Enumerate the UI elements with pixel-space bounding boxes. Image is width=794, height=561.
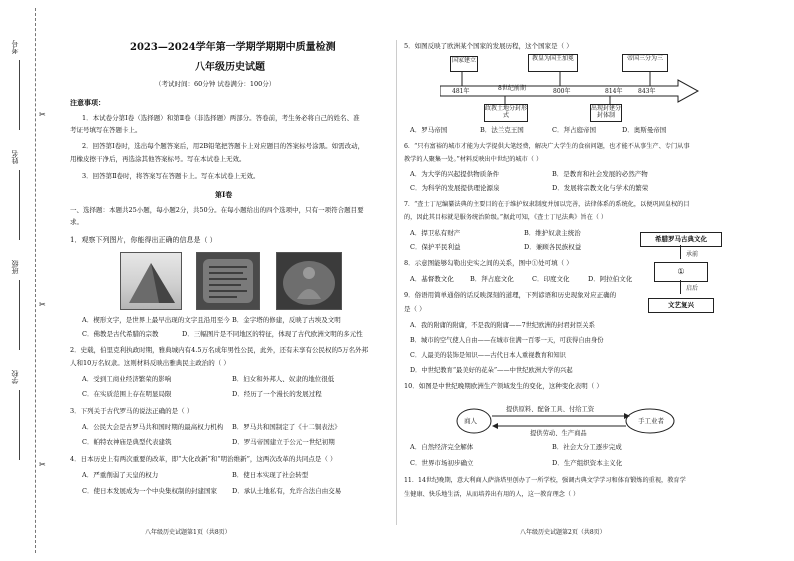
page-divider	[396, 40, 397, 525]
school-label: 学校	[11, 370, 19, 384]
note-2: 2．回答第Ⅰ卷时，选出每个题答案后，用2B铅笔把答题卡上对应题目的答案标号涂黑。如需改动，	[82, 142, 365, 150]
question-8: 8．示意图能够勾勒出史实之间的关系，图中①处可填（ ）	[404, 259, 573, 267]
q3-option-a: A．公民大会是古罗马共和国时期的最高权力机构	[82, 423, 224, 431]
question-3: 3．下列关于古代罗马的说法正确的是（ ）	[70, 407, 194, 415]
q2-option-a: A．受到工商业经济繁荣的影响	[82, 375, 172, 383]
diagram-artisan: 手工业者	[638, 417, 664, 425]
q3-option-b: B．罗马共和国制定了《十二铜表法》	[232, 423, 341, 431]
cuneiform-icon	[197, 253, 259, 309]
q3-option-d: D．罗马帝国建立于公元一世纪初期	[232, 438, 335, 446]
question-9: 9．俗语用简单通俗的话反映深刻的道理，下列谚语和历史现象对应正确的	[404, 291, 617, 299]
question-11: 11．14世纪晚期，意大利商人萨洛塔里创办了一所学校，强调古典文学学习和体育锻炼的重视，教育学	[404, 477, 686, 484]
question-2: 2．史载，伯里克利执政时期，雅典城内有4.5万名成年男性公民，此外，还有未享有公民权的5万名外邦	[70, 346, 369, 354]
flow-arrow-2	[680, 280, 681, 294]
class-line	[19, 280, 20, 350]
q7-option-a: A．捍卫私有财产	[410, 229, 461, 237]
note-1: 1．本试卷分第Ⅰ卷（选择题）和第Ⅱ卷（非选择题）两部分。答卷前，考生务必将自己的姓名、准	[82, 114, 360, 122]
buddha-statue-image	[276, 252, 342, 310]
scissors-icon: ✂	[39, 110, 46, 119]
binding-gutter	[0, 0, 58, 561]
q8-option-d: D．阿拉伯文化	[588, 275, 633, 283]
flow-box-classical: 希腊罗马古典文化	[640, 232, 722, 247]
q2-option-b: B．妇女和外邦人、奴隶的地位很低	[232, 375, 335, 383]
question-11b: 生健康、快乐地生活，从而培养出有用的人，这一教育理念（ ）	[404, 491, 580, 498]
part-1-title: 第Ⅰ卷	[215, 190, 233, 199]
timeline-year-8th-century: 8世纪前期	[498, 85, 526, 92]
q5-option-b: B．法兰克王国	[480, 126, 524, 134]
question-10: 10．如图是中世纪晚期欧洲生产领域发生的变化，这种变化表明（ ）	[404, 382, 603, 390]
q10-option-c: C．世界市场初步确立	[410, 459, 474, 467]
q4-option-c: C．使日本发展成为一个中央集权制的封建国家	[82, 487, 217, 495]
q9-option-d: D．中世纪教育“最美好的花朵”——中世纪欧洲大学的兴起	[410, 367, 573, 374]
q5-option-c: C．拜占庭帝国	[552, 126, 596, 134]
question-7: 7．“查士丁尼编纂法典的主要目的在于维护奴隶制度并加以完善，法律体系的系统化，以便巩固皇权的目	[404, 201, 690, 208]
question-1: 1．观察下列图片，你能得出正确的信息是（ ）	[70, 236, 217, 244]
question-6b: 教学的人聚集一处。”材料反映出中世纪的城市（ ）	[404, 156, 543, 163]
pyramid-icon	[121, 253, 181, 309]
name-line	[19, 170, 20, 240]
question-9b: 是（ ）	[404, 305, 426, 313]
exam-info: （考试时间：60分钟 试卷满分：100分）	[155, 80, 276, 88]
timeline-box-split: 帝国三分为三	[622, 54, 668, 72]
q10-option-b: B．社会大分工逐步完成	[552, 443, 622, 451]
note-2b: 用橡皮擦干净后，再选涂其他答案标号。写在本试卷上无效。	[70, 155, 246, 163]
q1-option-b: B．金字塔的修建，反映了古埃及文明	[232, 316, 341, 324]
class-label: 班级	[11, 260, 19, 274]
timeline-year-814: 814年	[605, 88, 623, 95]
pyramid-image	[120, 252, 182, 310]
flow-label-inherit: 承前	[686, 251, 699, 258]
q8-option-a: A．基督教文化	[410, 275, 454, 283]
q8-option-c: C．印度文化	[532, 275, 570, 283]
question-2b: 人和10万名奴隶。这则材料反映出雅典民主政治的（ ）	[70, 359, 230, 367]
timeline-box-land-fief: 政教土地分封形式	[484, 104, 528, 122]
timeline-year-843: 843年	[638, 88, 656, 95]
q7-option-d: D．兼顾各民族权益	[524, 243, 582, 251]
flow-box-renaissance: 文艺复兴	[648, 298, 714, 313]
q9-option-a: A．我的附庸的附庸，不是我的附庸——7世纪欧洲的封君封臣关系	[410, 322, 595, 329]
q8-option-b: B．拜占庭文化	[470, 275, 514, 283]
exam-number-line	[19, 60, 20, 130]
question-4: 4．日本历史上有两次重要的改革，即“大化改新”和“明治维新”，这两次改革的共同点是（ ）	[70, 455, 337, 463]
scissors-icon: ✂	[39, 460, 46, 469]
q5-option-d: D．奥斯曼帝国	[622, 126, 667, 134]
diagram-merchant: 商人	[464, 417, 477, 425]
note-3: 3．回答第Ⅱ卷时，将答案写在答题卡上。写在本试卷上无效。	[82, 172, 260, 180]
q10-option-a: A．自然经济完全解体	[410, 443, 474, 451]
q1-option-d: D．三幅图片是不同地区的特征，体现了古代欧洲文明的多元性	[182, 330, 363, 338]
flow-arrow-1	[680, 245, 681, 259]
q6-option-a: A．为大学的兴起提供物质条件	[410, 170, 500, 178]
q2-option-c: C．在实质范围上存在明显局限	[82, 390, 172, 398]
note-1b: 考证号填写在答题卡上。	[70, 126, 142, 134]
buddha-icon	[277, 253, 341, 309]
timeline-box-coronation: 教皇为国王加冕	[528, 54, 578, 72]
exam-title: 2023—2024学年第一学期学期期中质量检测	[130, 42, 336, 53]
q6-option-d: D．发展将宗教文化与学术的繁荣	[552, 184, 649, 192]
q3-option-c: C．帕特农神庙是典型代表建筑	[82, 438, 172, 446]
q4-option-a: A．严重削弱了天皇的权力	[82, 471, 159, 479]
q9-option-b: B．城市的空气使人自由——在城市住满一百零一天，可获得自由身份	[410, 337, 604, 344]
q4-option-b: B．使日本实现了社会转型	[232, 471, 309, 479]
question-5: 5．如图反映了欧洲某个国家的发展历程，这个国家是（ ）	[404, 42, 573, 50]
q4-option-d: D．承认土地私有，允许合法自由交易	[232, 487, 342, 495]
footer-right: 八年级历史试题第2页（共8页）	[520, 529, 606, 536]
question-7b: 的，因此其目标就是服务统治阶级。”据此可知，《查士丁尼法典》旨在（ ）	[404, 214, 608, 221]
q5-option-a: A．罗马帝国	[410, 126, 448, 134]
notes-title: 注意事项：	[70, 98, 105, 107]
name-label: 姓名	[11, 150, 19, 164]
timeline-year-481: 481年	[452, 88, 470, 95]
timeline-box-feudal: 出现封建分封体制	[590, 104, 622, 122]
subject-title: 八年级历史试题	[195, 62, 265, 73]
flow-box-circle-1: ①	[654, 262, 708, 282]
scissors-icon: ✂	[39, 300, 46, 309]
cut-line	[35, 8, 36, 553]
q6-option-c: C．为科学的发展提供理论源泉	[410, 184, 500, 192]
section-instructions-b: 求。	[70, 218, 83, 226]
q1-option-c: C．佛教是古代希腊的宗教	[82, 330, 159, 338]
timeline-year-800: 800年	[553, 88, 571, 95]
q9-option-c: C．人最美的装饰是知识——古代日本人重视教育和知识	[410, 352, 566, 359]
q10-option-d: D．生产组织资本主义化	[552, 459, 623, 467]
q7-option-b: B．维护奴隶主统治	[524, 229, 581, 237]
question-6: 6．“只有富裕的城市才能为大学提供大笔经费，解决广大学生的食宿问题，也才能不从事生产、专门从事	[404, 143, 690, 150]
q6-option-b: B．是教育和社会发展的必然产物	[552, 170, 648, 178]
diagram-top-label: 提供原料、配备工具、付给工资	[506, 406, 595, 413]
q2-option-d: D．经历了一个漫长的发展过程	[232, 390, 322, 398]
timeline-box-founding: 国家建立	[450, 56, 478, 72]
section-instructions: 一、选择题：本题共25小题，每小题2分，共50分。在每小题给出的四个选项中，只有一项符合题目要	[70, 206, 364, 214]
school-line	[19, 390, 20, 460]
diagram-bottom-label: 提供劳动、生产商品	[530, 430, 587, 437]
flow-label-inspire: 启后	[686, 285, 699, 292]
q7-option-c: C．保护平民利益	[410, 243, 461, 251]
cuneiform-tablet-image	[196, 252, 260, 310]
q1-option-a: A．楔形文字，是世界上最早出现的文字且沿用至今	[82, 316, 230, 324]
footer-left: 八年级历史试题第1页（共8页）	[145, 529, 231, 536]
exam-number-label: 考号	[11, 40, 19, 54]
